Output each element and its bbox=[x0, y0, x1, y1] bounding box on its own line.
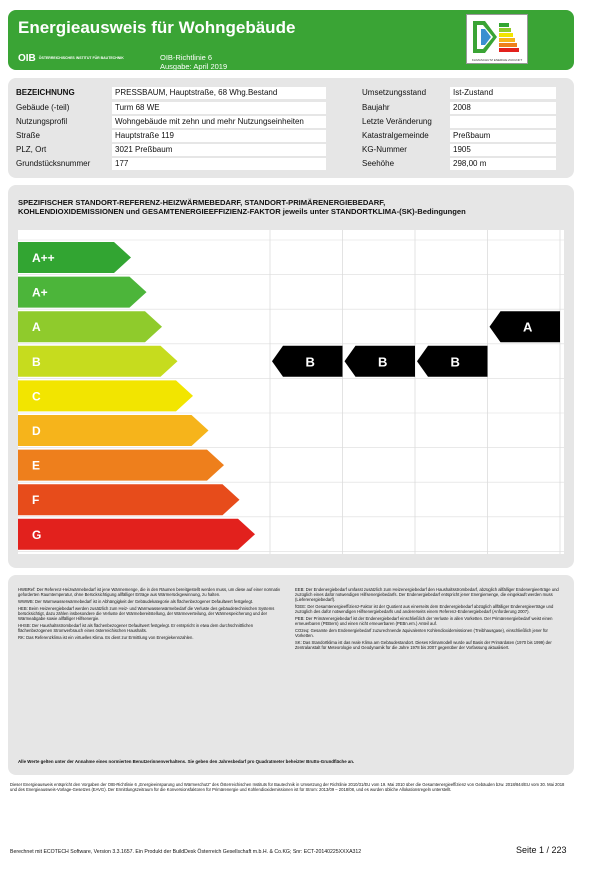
definitions-panel bbox=[8, 575, 574, 775]
info-row bbox=[16, 144, 326, 156]
energy-class-bar bbox=[18, 450, 224, 481]
info-value: PRESSBAUM, Hauptstraße, 68 Whg.Bestand bbox=[112, 87, 326, 99]
info-row bbox=[362, 87, 562, 99]
energy-class-chart bbox=[18, 230, 564, 554]
rating-label: B bbox=[378, 354, 388, 370]
info-label: KG-Nummer bbox=[362, 145, 407, 154]
definition-text: SK: Das Standortklima ist das reale Klima am Gebäudestandort. Dieses Klimamodell wurde auf Basis der Primärdaten (1970 bis 1999) der Zentralanstalt für Meteorologie und Geodynamik für die Jahre 1978 bis 2007 gegenüber der Vorfassung aktualisiert. bbox=[295, 640, 552, 651]
rating-label: B bbox=[450, 354, 460, 370]
ausgabe-label: Ausgabe: April 2019 bbox=[160, 62, 228, 71]
info-row bbox=[16, 130, 326, 142]
logo-caption: KLIMASCHUTZ ENERGIE ZUKUNFT bbox=[471, 58, 523, 62]
definitions-right bbox=[295, 587, 565, 652]
info-row bbox=[362, 144, 562, 156]
energy-class-label: A++ bbox=[32, 251, 55, 265]
energy-class-label: B bbox=[32, 354, 41, 369]
info-label: Straße bbox=[16, 131, 41, 140]
rating-label: B bbox=[305, 354, 315, 370]
richtlinie-label: OIB-Richtlinie 6 bbox=[160, 53, 213, 62]
info-value bbox=[450, 116, 556, 128]
info-label: Nutzungsprofil bbox=[16, 117, 68, 126]
energy-class-label: C bbox=[32, 389, 41, 404]
info-label: Katastralgemeinde bbox=[362, 131, 429, 140]
definition-text: RK: Das Referenzklima ist ein virtuelles Klima. Es dient zur Ermittlung von Energiekennzahlen. bbox=[18, 635, 194, 640]
definitions-left bbox=[18, 587, 288, 642]
info-value: 3021 Preßbaum bbox=[112, 144, 326, 156]
legal-disclaimer: Dieser Energieausweis entspricht den Vorgaben der OIB-Richtlinie 6 „Energieeinsparung und Wärmeschutz“ des Österreichischen Instituts für Bautechnik in Umsetzung der Richtlinie 2010/31/EU vom 19. Mai 2010 über die Gesamtenergieeffizienz von Gebäuden bzw. 2018/844/EU vom 30. Mai 2018 und des Energieausweis-Vorlage-Gesetzes (EAVG). Der Ermittlungszeitraum für die Konversionsfaktoren für Primärenergie und Kohlendioxidemissionen ist für Strom: 2013/09 – 2018/08, und es wurden übliche Allokationsregeln unterstellt. bbox=[10, 782, 565, 793]
energy-class-bar bbox=[18, 519, 255, 550]
energy-class-label: F bbox=[32, 493, 40, 508]
definition-text: HEB: Beim Heizenergiebedarf werden zusätzlich zum Heiz- und Warmwasserwärmebedarf die Verluste des gebäudetechnischen Systems berücksichtigt, dazu zählen insbesondere die Verluste der Wärmebereitstellung, der Wärmeverteilung, der Wärmespeicherung und der Wärmeabgabe sowie allfälliger Hilfsenergie. bbox=[18, 605, 275, 622]
energy-class-label: A bbox=[32, 320, 41, 335]
energy-class-label: E bbox=[32, 458, 41, 473]
energy-class-bar bbox=[18, 380, 193, 411]
oib-subtitle: ÖSTERREICHISCHES INSTITUT FÜR BAUTECHNIK bbox=[38, 56, 124, 61]
info-label: BEZEICHNUNG bbox=[16, 88, 75, 97]
info-label: Gebäude (-teil) bbox=[16, 103, 70, 112]
info-row bbox=[362, 130, 562, 142]
info-label: Baujahr bbox=[362, 103, 390, 112]
definitions-footnote: Alle Werte gelten unter der Annahme eines normierten Benutzerinnenverhaltens. Sie geben den Jahresbedarf pro Quadratmeter beheizter Brutto-Grundfläche an. bbox=[18, 759, 355, 764]
energy-label-logo-icon bbox=[469, 17, 527, 57]
info-value: Wohngebäude mit zehn und mehr Nutzungseinheiten bbox=[112, 116, 326, 128]
info-value: 298,00 m bbox=[450, 158, 556, 170]
info-label: Grundstücksnummer bbox=[16, 159, 91, 168]
energy-class-bar bbox=[18, 484, 240, 515]
page-title: Energieausweis für Wohngebäude bbox=[18, 18, 296, 37]
energy-class-label: A+ bbox=[32, 285, 48, 300]
info-row bbox=[362, 102, 562, 114]
info-row bbox=[16, 102, 326, 114]
energy-class-label: G bbox=[32, 527, 42, 542]
definition-text: EEB: Der Endenergiebedarf umfasst zusätzlich zum Heizenergiebedarf den Haushaltsstrombedarf, abzüglich allfälliger Endenergieerträge und zuzüglich eines dafür notwendigen Hilfsenergiebedarfs. Der Endenergiebedarf entspricht jener Energiemenge, die eingekauft werden muss (Lieferenergiebedarf). bbox=[295, 587, 559, 603]
building-info-panel bbox=[8, 78, 574, 178]
info-row bbox=[16, 87, 326, 99]
info-row bbox=[362, 116, 562, 128]
info-row bbox=[16, 158, 326, 170]
rating-label: A bbox=[523, 319, 533, 335]
definition-text: WWWB: Der Warmwasserwärmebedarf ist in Abhängigkeit der Gebäudekategorie als flächenbezogener Defaultwert festgelegt. bbox=[18, 599, 254, 604]
info-value: 2008 bbox=[450, 102, 556, 114]
info-label: Letzte Veränderung bbox=[362, 117, 432, 126]
energy-label-logo bbox=[466, 14, 528, 64]
info-label: Seehöhe bbox=[362, 159, 395, 168]
info-label: Umsetzungsstand bbox=[362, 88, 427, 97]
page-number: Seite 1 / 223 bbox=[516, 845, 567, 855]
energy-class-bar bbox=[18, 346, 178, 377]
richtlinie-info bbox=[160, 53, 227, 71]
chart-area bbox=[18, 230, 564, 554]
info-value: Preßbaum bbox=[450, 130, 556, 142]
definition-text: CO2eq: Gesamte dem Endenergiebedarf zuzurechnende äquivalenten Kohlendioxidemissionen (Treibhausgase), einschließlich jener für Vorketten. bbox=[295, 628, 548, 639]
info-value: Turm 68 WE bbox=[112, 102, 326, 114]
info-value: 177 bbox=[112, 158, 326, 170]
definition-text: PEB: Der Primärenergiebedarf ist der Endenergiebedarf einschließlich der Verluste in allen Vorketten. Der Primärenergiebedarf weist einen erneuerbaren (PEBern) und einen nicht erneuerbaren (PEBn.ern.) Anteil auf. bbox=[295, 616, 553, 627]
definition-text: fGEE: Der Gesamtenergieeffizienz-Faktor ist der Quotient aus einerseits dem Endenergiebedarf abzüglich allfälliger Endenergieerträge und zuzüglich des dafür notwendigen Hilfsenergiebedarfs und andererseits einem Referenz-Endenergiebedarf (Anforderung 2007). bbox=[295, 604, 554, 615]
chart-title: SPEZIFISCHER STANDORT-REFERENZ-HEIZWÄRMEBEDARF, STANDORT-PRIMÄRENERGIEBEDARF, KOHLENDIOXIDEMISSIONEN und GESAMTENERGIEEFFIZIENZ-FAKTOR jeweils unter STANDORTKLIMA-(SK)-Bedingungen bbox=[18, 198, 466, 216]
software-credit: Berechnet mit ECOTECH Software, Version 3.3.1657. Ein Produkt der BuildDesk Österreich Gesellschaft m.b.H. & Co.KG; Snr: ECT-20140225XXXA312 bbox=[10, 849, 362, 855]
energy-class-bar bbox=[18, 415, 209, 446]
definition-text: HWBRef: Der Referenz-Heizwärmebedarf ist jene Wärmemenge, die in den Räumen bereitgestellt werden muss, um diese auf einer normativ geforderten Raumtemperatur, ohne Berücksichtigung allfälliger Erträge aus Wärmerückgewinnung, zu halten. bbox=[18, 587, 281, 598]
oib-logo: OIB ÖSTERREICHISCHES INSTITUT FÜR BAUTECHNIK bbox=[18, 53, 124, 64]
info-row bbox=[362, 158, 562, 170]
energy-chart-panel bbox=[8, 185, 574, 568]
info-label: PLZ, Ort bbox=[16, 145, 47, 154]
info-value: 1905 bbox=[450, 144, 556, 156]
info-value: Hauptstraße 119 bbox=[112, 130, 326, 142]
energy-class-label: D bbox=[32, 424, 41, 438]
info-row bbox=[16, 116, 326, 128]
definition-text: HHSB: Der Haushaltsstrombedarf ist als flächenbezogener Defaultwert festgelegt. Er entspricht in etwa dem durchschnittlichen flächenbezogenen Stromverbrauch eines österreichischen Haushalts. bbox=[18, 623, 254, 634]
info-value: Ist-Zustand bbox=[450, 87, 556, 99]
